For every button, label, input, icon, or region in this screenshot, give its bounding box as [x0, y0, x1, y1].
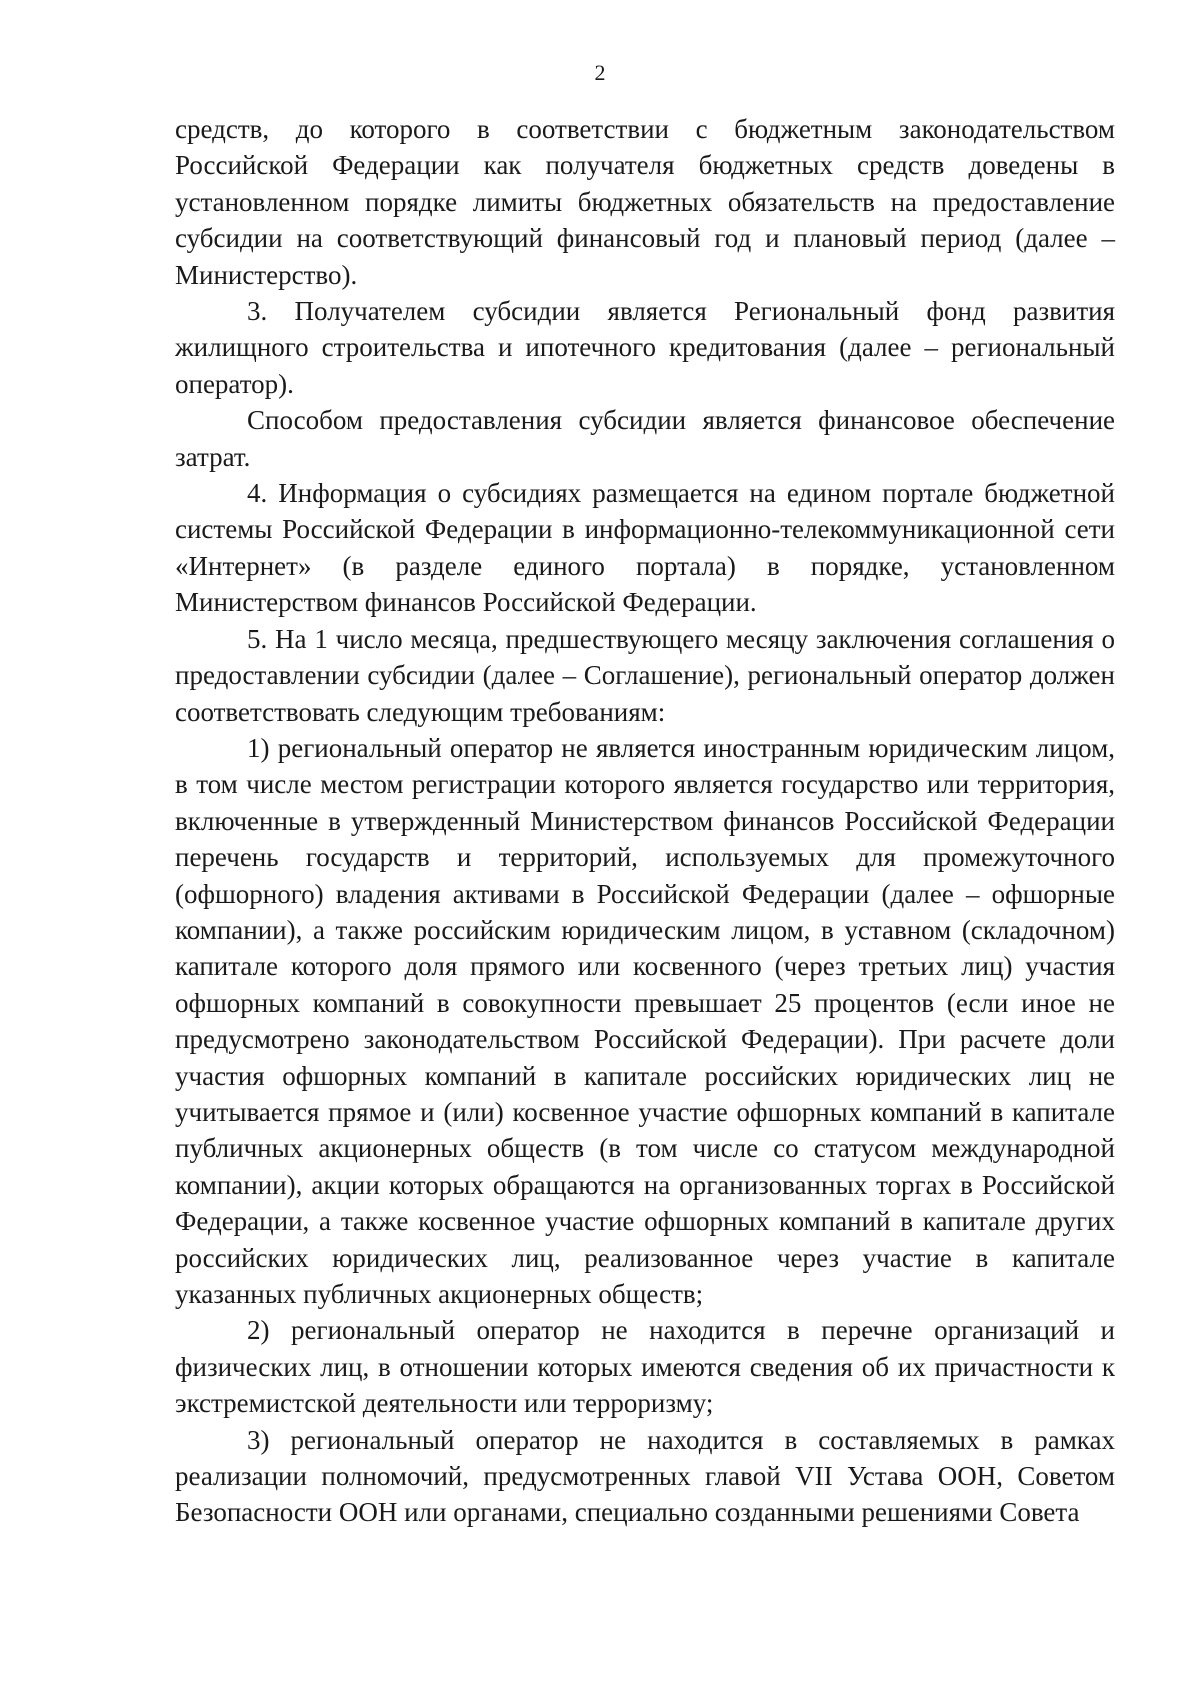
page-number: 2 — [594, 60, 606, 85]
paragraph-item-5: 5. На 1 число месяца, предшествующего месяцу заключения соглашения о предоставлении субсидии (далее – Соглашение), региональный оператор должен соответствовать следующим требованиям: — [175, 623, 1115, 727]
paragraph-item-4: 4. Информация о субсидиях размещается на едином портале бюджетной системы Российской Федерации в информационно-телекоммуникационной сети «Интернет» (в разделе единого портала) в порядке, установленном Министерством финансов Российской Федерации. — [175, 478, 1115, 618]
paragraph-subitem-2: 2) региональный оператор не находится в перечне организаций и физических лиц, в отношении которых имеются сведения об их причастности к экстремистской деятельности или терроризму; — [175, 1315, 1115, 1419]
paragraph-subsidy-method: Способом предоставления субсидии является финансовое обеспечение затрат. — [175, 405, 1115, 472]
paragraph-subitem-1: 1) региональный оператор не является иностранным юридическим лицом, в том числе местом регистрации которого является государство или территория, включенные в утвержденный Министерством финансов Российской Федерации перечень государств и территорий, используемых для промежуточного (офшорного) владения активами в Российской Федерации (далее – офшорные компании), а также российским юридическим лицом, в уставном (складочном) капитале которого доля прямого или косвенного (через третьих лиц) участия офшорных компаний в совокупности превышает 25 процентов (если иное не предусмотрено законодательством Российской Федерации). При расчете доли участия офшорных компаний в капитале российских юридических лиц не учитывается прямое и (или) косвенное участие офшорных компаний в капитале публичных акционерных обществ (в том числе со статусом международной компании), акции которых обращаются на организованных торгах в Российской Федерации, а также косвенное участие офшорных компаний в капитале других российских юридических лиц, реализованное через участие в капитале указанных публичных акционерных обществ; — [175, 732, 1115, 1309]
paragraph-item-3: 3. Получателем субсидии является Региональный фонд развития жилищного строительства и ипотечного кредитования (далее – региональный оператор). — [175, 296, 1115, 399]
paragraph-continuation: средств, до которого в соответствии с бюджетным законодательством Российской Федерации как получателя бюджетных средств доведены в установленном порядке лимиты бюджетных обязательств на предоставление субсидии на соответствующий финансовый год и плановый период (далее – Министерство). — [175, 114, 1115, 290]
document-body — [175, 111, 1115, 1531]
paragraph-subitem-3: 3) региональный оператор не находится в составляемых в рамках реализации полномочий, предусмотренных главой VII Устава ООН, Советом Безопасности ООН или органами, специально созданными решениями Совета — [175, 1424, 1115, 1528]
